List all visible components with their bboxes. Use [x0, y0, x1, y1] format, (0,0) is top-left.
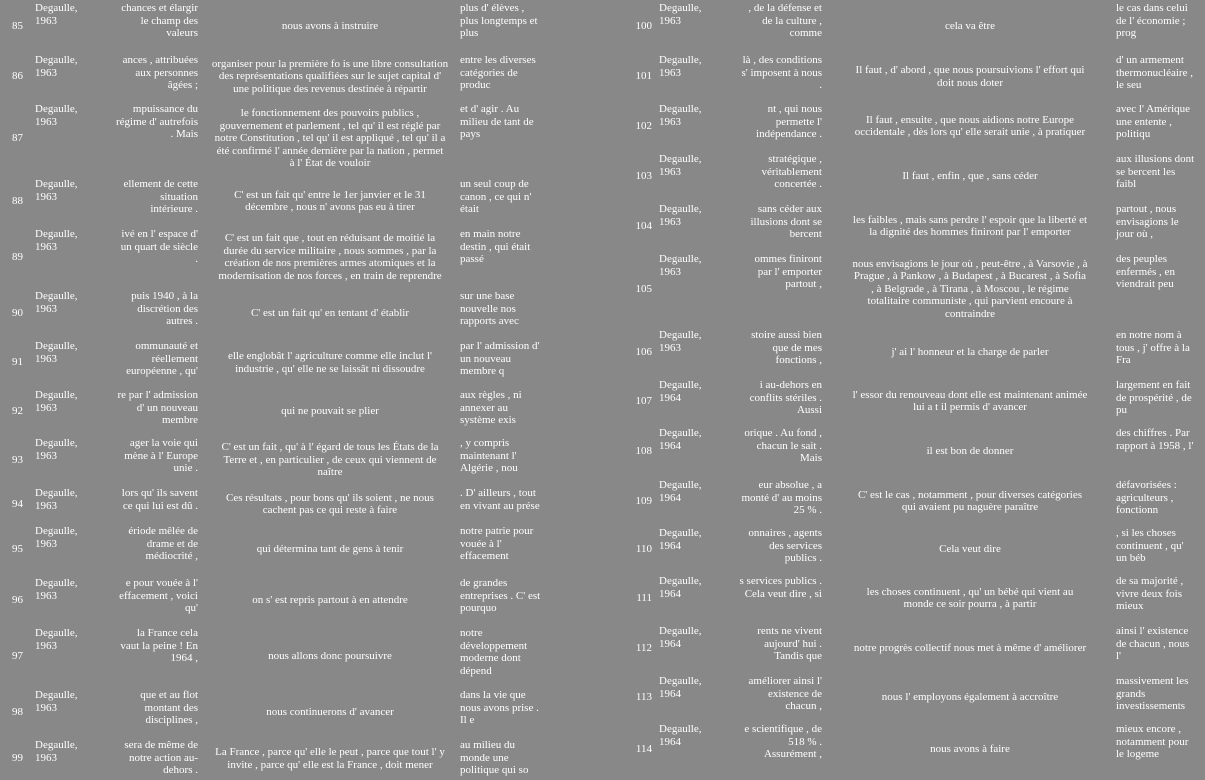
keyword-context: j' ai l' honneur et la charge de parler	[891, 345, 1049, 358]
left-context: améliorer ainsi l' existence de chacun ,	[748, 675, 822, 712]
keyword-context: C' est un fait qu' entre le 1er janvier et le 31 décembre , nous n' avons pas eu à tirer	[234, 188, 426, 213]
left-context: , de la défense et de la culture , comme	[748, 2, 822, 39]
keyword-context: nous avons à instruire	[281, 19, 379, 32]
left-context: stoire aussi bien que de mes fonctions ,	[751, 329, 822, 366]
line-number: 90	[12, 306, 23, 319]
left-context: i au-dehors en conflits stériles . Aussi	[749, 379, 822, 416]
concordance-row	[628, 327, 1205, 377]
right-context: des peuples enfermés , en viendrait peu	[1116, 253, 1175, 290]
keyword-context: Il faut , ensuite , que nous aidions notre Europe occidentale , dès lors qu' elle serait unie , à pratiquer	[854, 113, 1086, 138]
line-number: 103	[635, 169, 652, 182]
concordance-row	[628, 201, 1205, 251]
left-context: re par l' admission d' un nouveau membre	[117, 389, 198, 426]
keyword-context: nous envisagions le jour où , peut-être , à Varsovie , à Prague , à Pankow , à Budapest , à Bucarest , à Sofia , à Belgrade , à Tirana , à Moscou , le régime totalitaire communiste , qui parvient encoure à contraindre	[852, 257, 1088, 320]
left-context: la France cela vaut la peine ! En 1964 ,	[120, 627, 198, 664]
left-context: ommunauté et réellement européenne , qu'	[126, 340, 198, 377]
concordance-row	[0, 485, 628, 523]
right-context: largement en fait de prospérité , de pu	[1116, 379, 1192, 416]
right-context: . D' ailleurs , tout en vivant au prése	[460, 487, 540, 512]
concordance-row	[628, 721, 1205, 778]
right-context: et d' agir . Au milieu de tant de pays	[460, 103, 534, 140]
keyword-context: il est bon de donner	[926, 444, 1014, 457]
keyword-context: cela va être	[944, 19, 996, 32]
concordance-row	[628, 525, 1205, 573]
source-label: Degaulle, 1963	[35, 389, 78, 414]
right-context: , y compris maintenant l' Algérie , nou	[460, 437, 518, 474]
concordance-row	[628, 377, 1205, 425]
source-label: Degaulle, 1963	[659, 203, 702, 228]
keyword-context: qui ne pouvait se plier	[281, 404, 379, 417]
source-label: Degaulle, 1963	[659, 2, 702, 27]
source-label: Degaulle, 1963	[35, 487, 78, 512]
right-context: de sa majorité , vivre deux fois mieux	[1116, 575, 1184, 612]
left-context: ances , attribuées aux personnes âgées ;	[122, 54, 198, 91]
line-number: 99	[12, 752, 23, 765]
line-number: 100	[635, 19, 652, 32]
line-number: 101	[635, 70, 652, 83]
right-context: en main notre destin , qui était passé	[460, 228, 531, 265]
keyword-context: Il faut , d' abord , que nous poursuivions l' effort qui doit nous doter	[855, 64, 1085, 89]
concordance-row	[628, 425, 1205, 477]
right-context: d' un armement thermonucléaire , le seu	[1116, 54, 1193, 91]
left-context: orique . Au fond , chacun le sait . Mais	[744, 427, 822, 464]
line-number: 107	[635, 394, 652, 407]
concordance-row	[0, 288, 628, 338]
concordance-row	[628, 151, 1205, 201]
source-label: Degaulle, 1963	[35, 525, 78, 550]
concordance-row	[0, 387, 628, 435]
left-context: sans céder aux illusions dont se bercent	[750, 203, 822, 240]
right-context: en notre nom à tous , j' offre à la Fra	[1116, 329, 1190, 366]
concordance-row	[0, 176, 628, 226]
right-context: défavorisées : agriculteurs , fonctionn	[1116, 479, 1177, 516]
line-number: 88	[12, 194, 23, 207]
right-context: entre les diverses catégories de produc	[460, 54, 536, 91]
concordance-right-half	[628, 0, 1205, 780]
right-context: dans la vie que nous avons prise . Il e	[460, 689, 539, 726]
right-context: des chiffres . Par rapport à 1958 , l'	[1116, 427, 1194, 452]
keyword-context: organiser pour la première fo is une libre consultation des représentations qualifiées sur le sujet capital d' une politique des revenus destinée à répartir	[211, 57, 449, 95]
line-number: 109	[635, 494, 652, 507]
source-label: Degaulle, 1963	[659, 253, 702, 278]
left-context: que et au flot montant des disciplines ,	[140, 689, 198, 726]
line-number: 96	[12, 593, 23, 606]
line-number: 111	[636, 591, 652, 604]
concordance-row	[0, 687, 628, 737]
concordance-row	[628, 623, 1205, 673]
line-number: 85	[12, 19, 23, 32]
left-context: ommes finiront par l' emporter partout ,	[754, 253, 822, 290]
line-number: 86	[12, 70, 23, 83]
concordance-row	[628, 101, 1205, 151]
concordance-row	[628, 673, 1205, 721]
source-label: Degaulle, 1964	[659, 379, 702, 404]
concordance-row	[0, 435, 628, 485]
left-context: ériode mêlée de drame et de médiocrité ,	[128, 525, 198, 562]
right-context: le cas dans celui de l' économie ; prog	[1116, 2, 1188, 39]
right-context: notre patrie pour vouée à l' effacement	[460, 525, 534, 562]
keyword-context: Cela veut dire	[939, 542, 1001, 555]
line-number: 87	[12, 132, 23, 145]
concordance-row	[0, 575, 628, 625]
source-label: Degaulle, 1963	[659, 329, 702, 354]
left-context: stratégique , véritablement concertée .	[761, 153, 822, 190]
concordance-row	[628, 52, 1205, 101]
source-label: Degaulle, 1964	[659, 479, 702, 504]
source-label: Degaulle, 1963	[35, 437, 78, 462]
concordance-row	[628, 251, 1205, 327]
source-label: Degaulle, 1964	[659, 575, 702, 600]
line-number: 112	[635, 641, 652, 654]
line-number: 110	[635, 542, 652, 555]
line-number: 98	[12, 705, 23, 718]
keyword-context: les faibles , mais sans perdre l' espoir que la liberté et la dignité des hommes finiront par l' emporter	[852, 213, 1088, 238]
line-number: 106	[635, 345, 652, 358]
line-number: 102	[635, 119, 652, 132]
left-context: s services publics . Cela veut dire , si	[739, 575, 822, 600]
right-context: aux illusions dont se bercent les faibl	[1116, 153, 1195, 190]
keyword-context: qui détermina tant de gens à tenir	[256, 542, 404, 555]
source-label: Degaulle, 1963	[35, 290, 78, 315]
keyword-context: C' est un fait , qu' à l' égard de tous les États de la Terre et , en particulier , de ceux qui viennent de naître	[221, 441, 439, 479]
concordance-row	[628, 573, 1205, 623]
source-label: Degaulle, 1963	[35, 2, 78, 27]
source-label: Degaulle, 1964	[659, 427, 702, 452]
right-context: un seul coup de canon , ce qui n' était	[460, 178, 532, 215]
right-context: aux règles , ni annexer au système exis	[460, 389, 522, 426]
source-label: Degaulle, 1963	[35, 627, 78, 652]
left-context: ellement de cette situation intérieure .	[123, 178, 198, 215]
concordance-row	[0, 737, 628, 780]
left-context: eur absolue , a monté d' au moins 25 % .	[741, 479, 822, 516]
keyword-context: elle englobât l' agriculture comme elle inclut l' industrie , qu' elle ne se laissât ni dissoudre	[227, 350, 433, 375]
left-context: onnaires , agents des services publics .	[748, 527, 822, 564]
left-context: chances et élargir le champ des valeurs	[121, 2, 198, 39]
line-number: 105	[635, 282, 652, 295]
source-label: Degaulle, 1963	[35, 54, 78, 79]
keyword-context: nous continuerons d' avancer	[266, 705, 394, 718]
keyword-context: Ces résultats , pour bons qu' ils soient , ne nous cachent pas ce qui reste à faire	[226, 491, 434, 516]
keyword-context: nous allons donc poursuivre	[268, 649, 392, 662]
source-label: Degaulle, 1963	[35, 577, 78, 602]
source-label: Degaulle, 1963	[35, 178, 78, 203]
concordance-row	[0, 338, 628, 387]
concordance-row	[0, 625, 628, 687]
keyword-context: on s' est repris partout à en attendre	[252, 593, 408, 606]
keyword-context: C' est un fait que , tout en réduisant de moitié la durée du service militaire , nous sommes , par la création de nos premières armes atomiques et la modernisation de nos forces , en train de reprendre	[218, 232, 442, 282]
source-label: Degaulle, 1964	[659, 675, 702, 700]
keyword-context: C' est un fait qu' en tentant d' établir	[250, 306, 410, 319]
keyword-context: les choses continuent , qu' un bébé qui vient au monde ce soir pourra , à partir	[866, 585, 1074, 610]
line-number: 93	[12, 453, 23, 466]
source-label: Degaulle, 1964	[659, 723, 702, 748]
keyword-context: nous avons à faire	[930, 743, 1010, 756]
left-context: là , des conditions s' imposent à nous .	[741, 54, 822, 91]
source-label: Degaulle, 1963	[35, 103, 78, 128]
keyword-context: notre progrès collectif nous met à même d' améliorer	[853, 641, 1087, 654]
concordance-row	[628, 0, 1205, 52]
line-number: 94	[12, 497, 23, 510]
line-number: 97	[12, 649, 23, 662]
keyword-context: C' est le cas , notamment , pour diverses catégories qui avaient pu naguère paraître	[857, 488, 1083, 513]
source-label: Degaulle, 1963	[35, 340, 78, 365]
left-context: lors qu' ils savent ce qui lui est dû .	[121, 487, 198, 512]
concordance-row	[0, 226, 628, 288]
right-context: ainsi l' existence de chacun , nous l'	[1116, 625, 1190, 662]
right-context: notre développement moderne dont dépend	[460, 627, 528, 677]
line-number: 92	[12, 404, 23, 417]
left-context: puis 1940 , à la discrétion des autres .	[131, 290, 198, 327]
line-number: 108	[635, 444, 652, 457]
concordance-row	[0, 101, 628, 176]
right-context: avec l' Amérique une entente , politiqu	[1116, 103, 1191, 140]
right-context: mieux encore , notamment pour le logeme	[1116, 723, 1189, 760]
source-label: Degaulle, 1963	[659, 103, 702, 128]
line-number: 114	[635, 743, 652, 756]
source-label: Degaulle, 1963	[35, 228, 78, 253]
line-number: 104	[635, 219, 652, 232]
right-context: sur une base nouvelle nos rapports avec	[460, 290, 519, 327]
source-label: Degaulle, 1963	[659, 54, 702, 79]
concordance-row	[0, 52, 628, 101]
keyword-context: l' essor du renouveau dont elle est maintenant animée lui a t il permis d' avancer	[852, 388, 1088, 413]
left-context: ivé en l' espace d' un quart de siècle .	[120, 228, 198, 265]
keyword-context: Il faut , enfin , que , sans céder	[902, 169, 1038, 182]
concordance-row	[0, 0, 628, 52]
right-context: au milieu du monde une politique qui so	[460, 739, 529, 776]
right-context: de grandes entreprises . C' est pourquo	[460, 577, 541, 614]
concordance-row	[0, 523, 628, 575]
line-number: 89	[12, 250, 23, 263]
keyword-context: La France , parce qu' elle le peut , parce que tout l' y invite , parce qu' elle est la France , doit mener	[215, 746, 445, 771]
left-context: rents ne vivent aujourd' hui . Tandis que	[757, 625, 822, 662]
concordance-row	[628, 477, 1205, 525]
left-context: nt , qui nous permette l' indépendance .	[756, 103, 822, 140]
source-label: Degaulle, 1963	[35, 739, 78, 764]
keyword-context: nous l' employons également à accroître	[881, 690, 1059, 703]
left-context: e scientifique , de 518 % . Assurément ,	[744, 723, 822, 760]
left-context: mpuissance du régime d' autrefois . Mais	[115, 103, 198, 140]
left-context: sera de même de notre action au- dehors .	[124, 739, 198, 776]
source-label: Degaulle, 1964	[659, 625, 702, 650]
right-context: partout , nous envisagions le jour où ,	[1116, 203, 1179, 240]
source-label: Degaulle, 1963	[35, 689, 78, 714]
left-context: e pour vouée à l' effacement , voici qu'	[119, 577, 198, 614]
line-number: 95	[12, 542, 23, 555]
source-label: Degaulle, 1964	[659, 527, 702, 552]
keyword-context: le fonctionnement des pouvoirs publics , gouvernement et parlement , tel qu' il est réglé par notre Constitution , tel qu' il est appliqué , tel qu' il a été confirmé l' année dernière par la nation , permet à l' État de vouloir	[214, 107, 446, 170]
source-label: Degaulle, 1963	[659, 153, 702, 178]
left-context: ager la voie qui mène à l' Europe unie .	[124, 437, 198, 474]
right-context: massivement les grands investissements	[1116, 675, 1189, 712]
line-number: 113	[635, 690, 652, 703]
right-context: , si les choses continuent , qu' un béb	[1116, 527, 1184, 564]
line-number: 91	[12, 356, 23, 369]
right-context: plus d' élèves , plus longtemps et plus	[460, 2, 538, 39]
right-context: par l' admission d' un nouveau membre q	[460, 340, 540, 377]
